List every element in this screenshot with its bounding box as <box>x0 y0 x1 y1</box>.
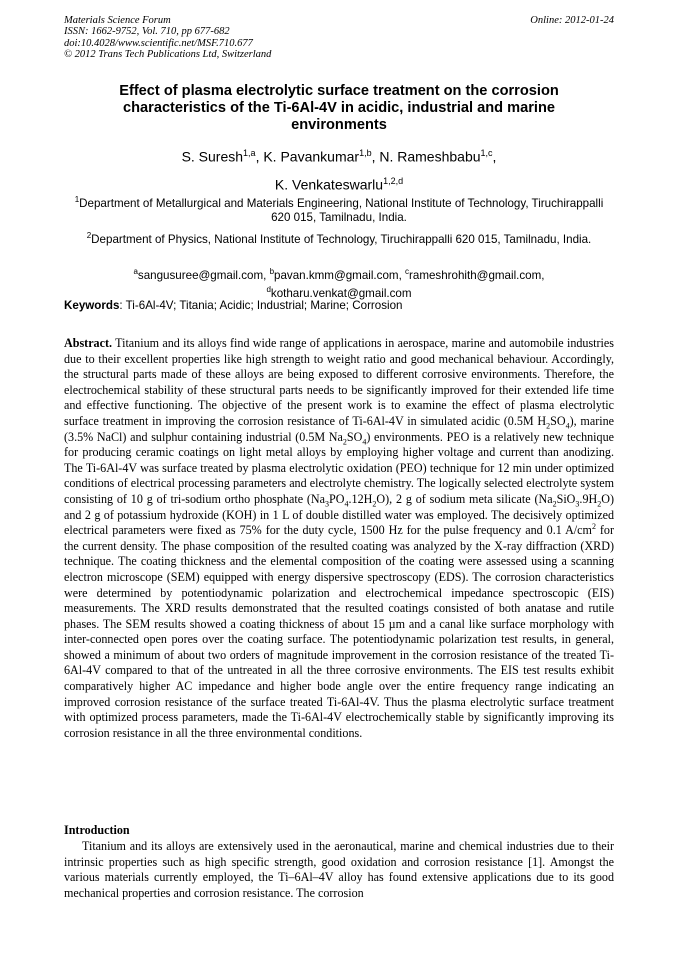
abstract-text: .12H <box>348 491 373 506</box>
subscript: 4 <box>362 436 367 446</box>
subscript: 2 <box>342 436 347 446</box>
introduction-text: Titanium and its alloys are extensively used in the aeronautical, marine and chemical industries due to their intrinsic properties such as high specific strength, good oxidation and corrosion resistance [1]. Amongst the various materials currently employed, the Ti–6Al–4V alloy has found extensive applications due to its good mechanical properties and corrosion resistance. The corrosion <box>64 839 614 900</box>
affiliation-mark: 1 <box>74 195 80 204</box>
journal-doi: doi:10.4028/www.scientific.net/MSF.710.677 <box>64 37 253 49</box>
subscript: 2 <box>372 499 377 509</box>
subscript: 4 <box>565 421 570 431</box>
journal-issn: ISSN: 1662-9752, Vol. 710, pp 677-682 <box>64 26 230 38</box>
email-address[interactable]: rameshrohith@gmail.com <box>409 268 542 282</box>
subscript: 2 <box>546 421 551 431</box>
author-affiliation-mark: 1,a <box>243 148 256 158</box>
affiliation-text: Department of Physics, National Institute of Technology, Tiruchirappalli 620 015, Tamilnadu, India. <box>91 232 592 246</box>
author-separator: , <box>371 148 380 165</box>
keywords-text: : Ti-6Al-4V; Titania; Acidic; Industrial; Marine; Corrosion <box>119 299 403 312</box>
journal-copyright: © 2012 Trans Tech Publications Ltd, Switzerland <box>64 48 272 60</box>
affiliation-text: Department of Metallurgical and Materials Engineering, National Institute of Technology, Tiruchirappalli 620 015, Tamilnadu, India. <box>79 196 604 225</box>
journal-header <box>64 15 271 60</box>
introduction-heading: Introduction <box>64 823 130 837</box>
author-name: K. Venkateswarlu <box>274 176 384 193</box>
email-separator: , <box>398 268 406 282</box>
subscript: 2 <box>552 499 557 509</box>
email-mark: a <box>133 267 138 276</box>
paper-title: Effect of plasma electrolytic surface treatment on the corrosion characteristics of the Ti-6Al-4V in acidic, industrial and marine environments <box>119 83 559 133</box>
email-list <box>64 265 614 302</box>
email-mark: b <box>269 267 275 276</box>
affiliation-2 <box>64 229 614 247</box>
abstract-text: SiO <box>556 491 576 506</box>
affiliation-1 <box>64 193 614 226</box>
email-separator: , <box>263 268 270 282</box>
author-affiliation-mark: 1,b <box>359 148 372 158</box>
email-mark: c <box>405 267 410 276</box>
abstract-text: ) environments. PEO is a relatively new technique for producing ceramic coatings on light metal alloys by employing higher voltage and current than anodizing. The Ti-6Al-4V was surface treated by plasma electrolytic oxidation (PEO) technique for 12 min under optimized conditions of electrical processing parameters and electrolyte chemistry. The logically selected electrolyte system consisting of 10 g of tri-sodium ortho phosphate (Na <box>64 429 614 506</box>
abstract-label: Abstract. <box>64 336 113 350</box>
subscript: 4 <box>344 499 349 509</box>
author-list <box>64 141 614 196</box>
author-affiliation-mark: 1,c <box>480 148 493 158</box>
abstract-text: PO <box>329 491 345 506</box>
author-separator: , <box>255 148 264 165</box>
superscript: 2 <box>591 522 596 532</box>
subscript: 3 <box>325 499 330 509</box>
keywords-label: Keywords <box>64 299 120 312</box>
author-name: K. Pavankumar <box>263 148 360 165</box>
abstract <box>64 336 614 741</box>
abstract-text: ), marine (3.5% NaCl) and sulphur containing industrial (0.5M Na <box>64 413 615 444</box>
keywords <box>64 299 614 313</box>
author-affiliation-mark: 1,2,d <box>383 175 404 186</box>
abstract-text: O), 2 g of sodium meta silicate (Na <box>376 491 553 506</box>
abstract-text: .9H <box>579 491 598 506</box>
email-mark: d <box>266 285 271 295</box>
author-name: S. Suresh <box>181 148 244 165</box>
abstract-text: SO <box>550 413 566 428</box>
author-separator: , <box>492 148 497 165</box>
email-separator: , <box>541 268 545 282</box>
email-address[interactable]: pavan.kmm@gmail.com <box>274 268 399 282</box>
subscript: 3 <box>575 499 580 509</box>
abstract-text: for the current density. The phase composition of the resulted coating was analyzed by the X-ray diffraction (XRD) technique. The coating thickness and the elemental composition of the coating were assessed using a scanning electron microscope (SEM) equipped with energy dispersive spectroscopy (EDS). The corrosion characteristics were determined by potentiodynamic polarization and electrochemical impedance spectroscopic (EIS) measurements. The XRD results demonstrated that the resulted coatings consisted of both anatase and rutile phases. The SEM results showed a coating thickness of about 15 µm and a canal like surface morphology with inter-connected open pores over the coating surface. The potentiodynamic polarization test results, in general, showed a minimum of about two orders of magnitude improvement in the corrosion resistance of the treated Ti-6Al-4V compared to that of the untreated in all the three corrosive environments. The EIS test results exhibit comparatively higher AC impedance and higher bode angle over the entire frequency range indicating an improved corrosion resistance of the surface treated Ti-6Al-4V. Thus the plasma electrolytic surface treatment with optimized process parameters, made the Ti-6Al-4V electrochemically stable by significantly improving its corrosion resistance in all the three environmental conditions. <box>64 523 614 740</box>
email-address[interactable]: sangusuree@gmail.com <box>137 268 264 282</box>
subscript: 2 <box>597 499 602 509</box>
affiliation-mark: 2 <box>86 231 92 240</box>
author-name: N. Rameshbabu <box>379 148 481 165</box>
abstract-text: Titanium and its alloys find wide range of applications in aerospace, marine and automobile industries due to their excellent properties like high strength to weight ratio and good mechanical behaviour. Accordingly, the structural parts made of these alloys are being exposed to different corrosive environments. Therefore, the electrochemical stability of these structural parts needs to be significantly improved for their extended life time and effective functioning. The objective of the present work is to examine the effect of plasma electrolytic surface treatment in improving the corrosion resistance of Ti-6Al-4V in simulated acidic (0.5M H <box>64 336 614 428</box>
abstract-text: SO <box>346 429 363 444</box>
email-address[interactable]: kotharu.venkat@gmail.com <box>270 287 412 301</box>
online-date: Online: 2012-01-24 <box>530 15 614 26</box>
abstract-text: O) and 2 g of potassium hydroxide (KOH) in 1 L of double distilled water was employed. The decisively optimized electrical parameters were fixed as 75% for the duty cycle, 1500 Hz for the pulse frequency and 0.1 A/cm <box>64 491 614 538</box>
journal-name: Materials Science Forum <box>64 15 171 26</box>
